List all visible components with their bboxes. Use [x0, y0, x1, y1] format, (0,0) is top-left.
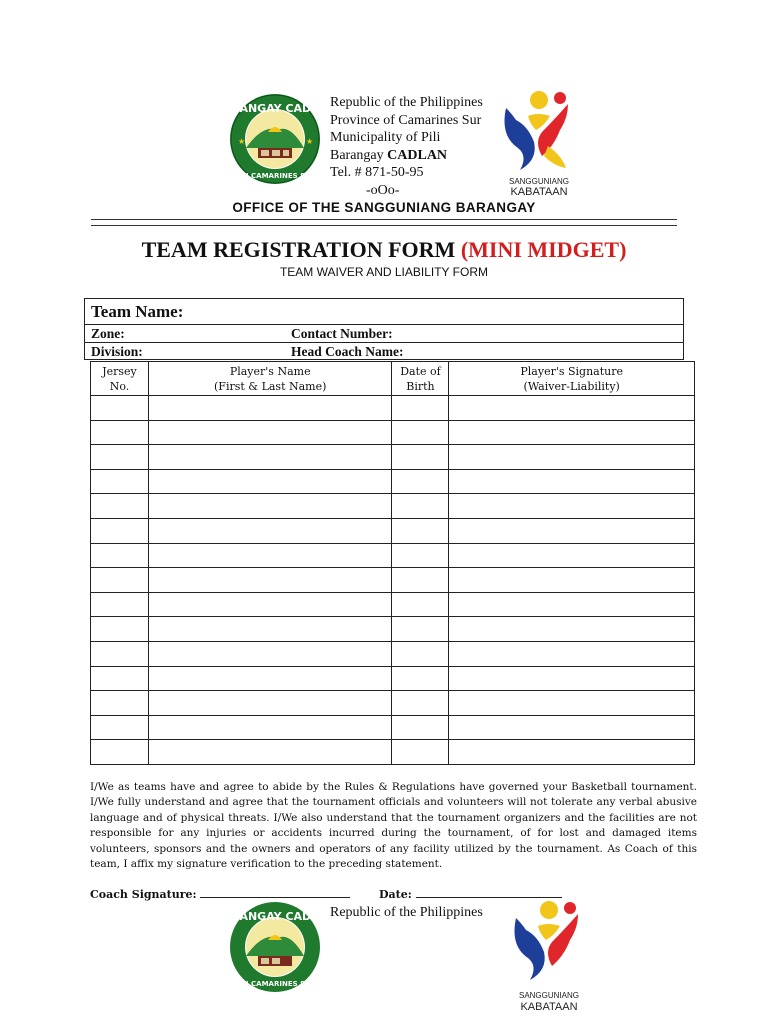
sk-logo-line2-bottom: KABATAAN: [520, 1001, 578, 1013]
table-row: [91, 617, 695, 642]
table-row: [91, 494, 695, 519]
player-name-cell[interactable]: [148, 518, 392, 543]
player-name-cell[interactable]: [148, 568, 392, 593]
jersey-no-cell[interactable]: [91, 740, 149, 765]
jersey-no-cell[interactable]: [91, 691, 149, 716]
sk-logo-line2: KABATAAN: [510, 186, 568, 198]
seal-top-text: BARANGAY CADLAN: [214, 102, 336, 115]
date-of-birth-cell[interactable]: [392, 420, 449, 445]
player-name-cell[interactable]: [148, 691, 392, 716]
seal-bottom-text: PILI CAMARINES SUR: [233, 172, 317, 180]
signature-cell[interactable]: [449, 641, 695, 666]
date-of-birth-cell[interactable]: [392, 691, 449, 716]
table-row: [91, 445, 695, 470]
signature-cell[interactable]: [449, 617, 695, 642]
player-name-cell[interactable]: [148, 469, 392, 494]
jersey-no-cell[interactable]: [91, 494, 149, 519]
jersey-no-cell[interactable]: [91, 666, 149, 691]
barangay-seal-logo: [214, 92, 336, 186]
table-row: [91, 641, 695, 666]
date-of-birth-cell[interactable]: [392, 494, 449, 519]
barangay-seal-logo-bottom: [214, 900, 336, 994]
barangay-prefix: Barangay: [330, 147, 388, 163]
date-of-birth-cell[interactable]: [392, 568, 449, 593]
signature-cell[interactable]: [449, 740, 695, 765]
form-division: (MINI MIDGET): [460, 237, 627, 262]
signature-cell[interactable]: [449, 518, 695, 543]
table-row: [91, 420, 695, 445]
signature-cell[interactable]: [449, 666, 695, 691]
signature-cell[interactable]: [449, 494, 695, 519]
office-heading: OFFICE OF THE SANGGUNIANG BARANGAY: [232, 200, 536, 215]
player-name-cell[interactable]: [148, 543, 392, 568]
date-of-birth-cell[interactable]: [392, 715, 449, 740]
team-info-box: [84, 298, 684, 360]
signature-cell[interactable]: [449, 543, 695, 568]
division-coach-row: [85, 343, 683, 361]
jersey-no-cell[interactable]: [91, 396, 149, 421]
address-line-1: Republic of the Philippines: [330, 95, 483, 110]
date-label: Date:: [379, 888, 412, 901]
svg-text:★: ★: [306, 137, 314, 146]
date-of-birth-cell[interactable]: [392, 740, 449, 765]
sangguniang-kabataan-logo: [498, 86, 580, 198]
signature-cell[interactable]: [449, 420, 695, 445]
signature-cell[interactable]: [449, 715, 695, 740]
footer-address-line: Republic of the Philippines: [330, 905, 483, 920]
date-of-birth-cell[interactable]: [392, 666, 449, 691]
player-name-cell[interactable]: [148, 396, 392, 421]
table-row: [91, 592, 695, 617]
signature-cell[interactable]: [449, 445, 695, 470]
player-name-cell[interactable]: [148, 666, 392, 691]
header-jersey-no: Jersey No.: [91, 362, 149, 396]
svg-text:★: ★: [238, 137, 246, 146]
table-row: [91, 740, 695, 765]
player-name-cell[interactable]: [148, 641, 392, 666]
table-header-row: [91, 362, 695, 396]
header-player-name: Player's Name (First & Last Name): [148, 362, 392, 396]
table-row: [91, 396, 695, 421]
separator-ornament: -oOo-: [366, 182, 400, 198]
player-name-cell[interactable]: [148, 445, 392, 470]
jersey-no-cell[interactable]: [91, 469, 149, 494]
team-name-label: Team Name:: [91, 302, 184, 321]
table-row: [91, 666, 695, 691]
signature-cell[interactable]: [449, 691, 695, 716]
jersey-no-cell[interactable]: [91, 420, 149, 445]
coach-signature-label: Coach Signature:: [90, 888, 197, 901]
table-row: [91, 715, 695, 740]
player-name-cell[interactable]: [148, 592, 392, 617]
date-of-birth-cell[interactable]: [392, 396, 449, 421]
form-title: [0, 237, 768, 263]
head-coach-label: Head Coach Name:: [291, 344, 404, 359]
date-of-birth-cell[interactable]: [392, 469, 449, 494]
player-name-cell[interactable]: [148, 740, 392, 765]
date-of-birth-cell[interactable]: [392, 641, 449, 666]
date-of-birth-cell[interactable]: [392, 543, 449, 568]
waiver-statement: I/We as teams have and agree to abide by the Rules & Regulations have governed your Basketball tournament. I/We fully understand and agree that the tournament officials and volunteers will not tolerate any verbal abusive language and of physical threats. I/We also understand that the tournament organizers and the facilities are not responsible for any injuries or accidents incurred during the tournament, of for lost and damaged items volunteers, sponsors and the owners and operators of any facility utilized by the tournament. As Coach of this team, I affix my signature verification to the preceding statement.: [90, 781, 697, 871]
jersey-no-cell[interactable]: [91, 641, 149, 666]
team-name-row[interactable]: [85, 299, 683, 325]
barangay-name: CADLAN: [387, 147, 448, 163]
table-row: [91, 568, 695, 593]
date-of-birth-cell[interactable]: [392, 592, 449, 617]
jersey-no-cell[interactable]: [91, 568, 149, 593]
jersey-no-cell[interactable]: [91, 715, 149, 740]
sk-logo-line1: SANGGUNIANG: [508, 177, 570, 186]
contact-number-label: Contact Number:: [291, 326, 393, 341]
barangay-line: [330, 147, 483, 165]
player-name-cell[interactable]: [148, 420, 392, 445]
signature-cell[interactable]: [449, 568, 695, 593]
jersey-no-cell[interactable]: [91, 617, 149, 642]
jersey-no-cell[interactable]: [91, 518, 149, 543]
zone-label: Zone:: [91, 326, 125, 341]
letterhead-address: [330, 94, 483, 199]
header-player-signature: Player's Signature (Waiver-Liability): [449, 362, 695, 396]
telephone: Tel. # 871-50-95: [330, 165, 424, 180]
jersey-no-cell[interactable]: [91, 543, 149, 568]
zone-contact-row: [85, 325, 683, 343]
form-subtitle: TEAM WAIVER AND LIABILITY FORM: [279, 265, 489, 279]
date-of-birth-cell[interactable]: [392, 617, 449, 642]
player-name-cell[interactable]: [148, 715, 392, 740]
players-table: [90, 361, 695, 765]
jersey-no-cell[interactable]: [91, 592, 149, 617]
jersey-no-cell[interactable]: [91, 445, 149, 470]
table-row: [91, 691, 695, 716]
sangguniang-kabataan-logo-bottom: [508, 896, 590, 1014]
double-rule-divider: [91, 219, 677, 226]
table-row: [91, 469, 695, 494]
signature-cell[interactable]: [449, 469, 695, 494]
date-of-birth-cell[interactable]: [392, 445, 449, 470]
table-row: [91, 543, 695, 568]
header-date-of-birth: Date of Birth: [392, 362, 449, 396]
address-line-2: Province of Camarines Sur: [330, 112, 482, 128]
address-line-3: Municipality of Pili: [330, 130, 441, 145]
form-title-text: TEAM REGISTRATION FORM: [141, 237, 456, 262]
signature-cell[interactable]: [449, 592, 695, 617]
sk-logo-line1-bottom: SANGGUNIANG: [518, 991, 580, 1000]
signature-cell[interactable]: [449, 396, 695, 421]
date-of-birth-cell[interactable]: [392, 518, 449, 543]
seal-top-text-bottom: BARANGAY CADLAN: [214, 910, 336, 923]
coach-signature-line[interactable]: [200, 888, 350, 898]
seal-bottom-text-bottom: PILI CAMARINES SUR: [233, 980, 317, 988]
table-row: [91, 518, 695, 543]
player-name-cell[interactable]: [148, 617, 392, 642]
division-label: Division:: [91, 344, 143, 359]
player-name-cell[interactable]: [148, 494, 392, 519]
